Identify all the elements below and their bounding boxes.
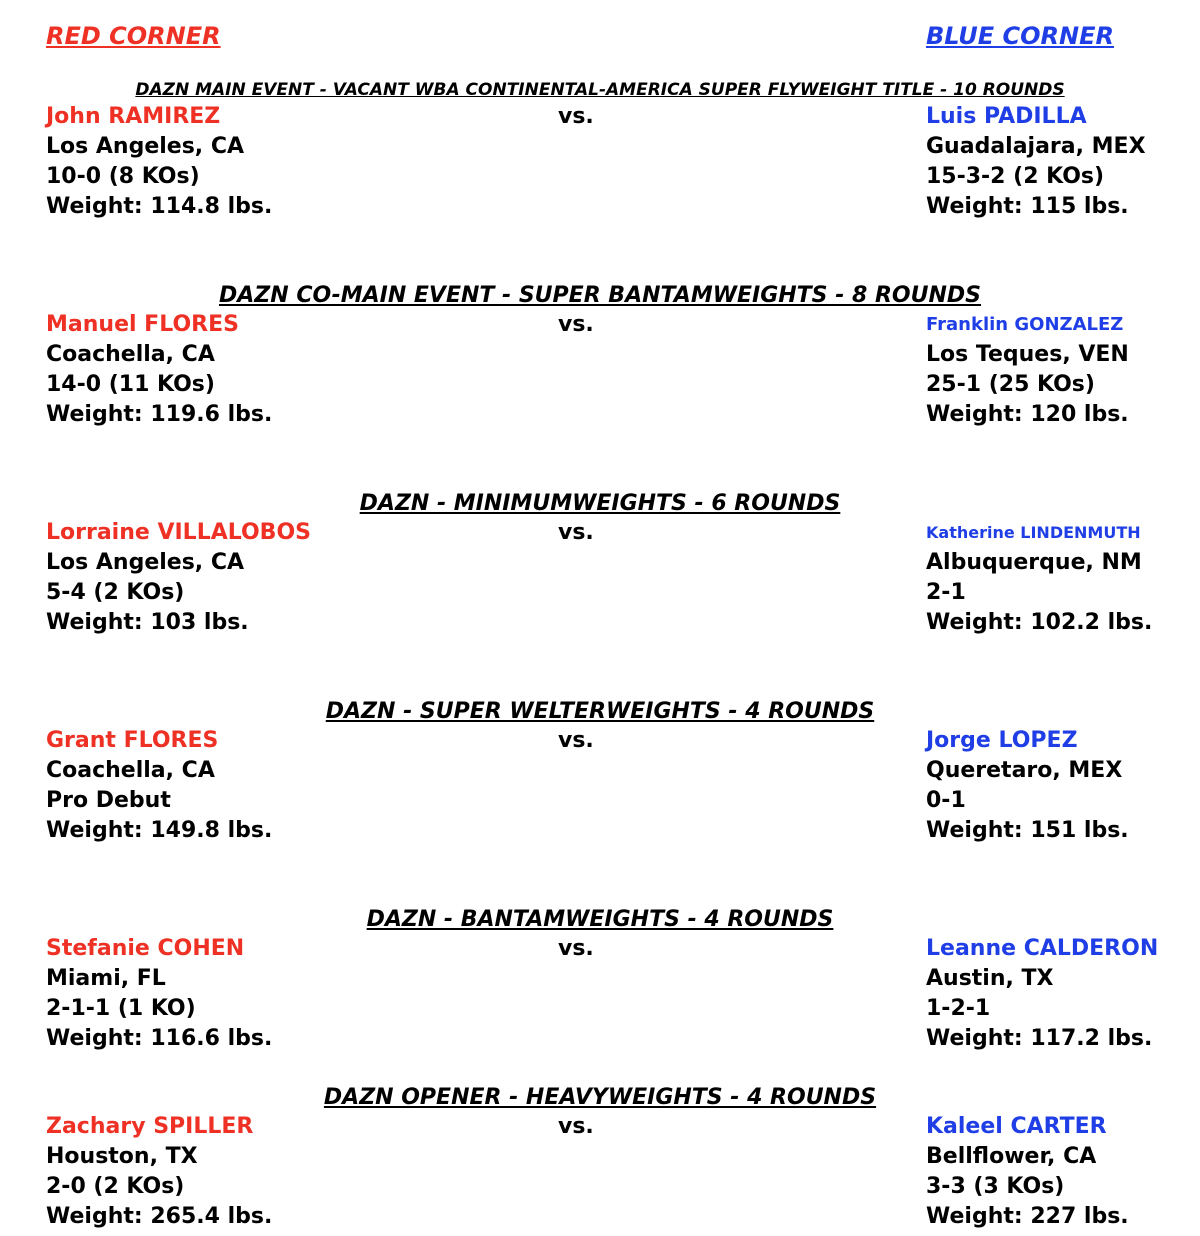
red-fighter-weight: Weight: 103 lbs. — [46, 610, 249, 635]
blue-fighter-record: 25-1 (25 KOs) — [926, 372, 1095, 397]
red-fighter-name: Stefanie COHEN — [46, 936, 245, 961]
vs-text: vs. — [558, 1114, 594, 1139]
bout-title: DAZN - BANTAMWEIGHTS - 4 ROUNDS — [366, 907, 834, 932]
vs-text: vs. — [558, 728, 594, 753]
vs-label — [558, 726, 594, 756]
red-fighter-record: 10-0 (8 KOs) — [46, 164, 200, 189]
red-fighter-weight: Weight: 116.6 lbs. — [46, 1026, 273, 1051]
bout-title: DAZN OPENER - HEAVYWEIGHTS - 4 ROUNDS — [323, 1085, 877, 1110]
blue-fighter-weight: Weight: 115 lbs. — [926, 194, 1129, 219]
blue-fighter-weight: Weight: 117.2 lbs. — [926, 1026, 1153, 1051]
blue-fighter-record: 1-2-1 — [926, 996, 991, 1021]
blue-fighter-weight: Weight: 120 lbs. — [926, 402, 1129, 427]
red-fighter-name: John RAMIREZ — [46, 104, 221, 129]
vs-text: vs. — [558, 520, 594, 545]
vs-label — [558, 310, 594, 340]
vs-label — [558, 102, 594, 132]
red-fighter — [46, 726, 272, 846]
vs-text: vs. — [558, 104, 594, 129]
red-corner-header: RED CORNER — [46, 22, 221, 50]
blue-fighter-hometown: Guadalajara, MEX — [926, 134, 1146, 159]
bout-title: DAZN - MINIMUMWEIGHTS - 6 ROUNDS — [359, 491, 841, 516]
red-fighter-weight: Weight: 265.4 lbs. — [46, 1204, 273, 1229]
blue-fighter-record: 3-3 (3 KOs) — [926, 1174, 1065, 1199]
red-fighter-name: Lorraine VILLALOBOS — [46, 520, 311, 545]
bout-title: DAZN CO-MAIN EVENT - SUPER BANTAMWEIGHTS - 8 ROUNDS — [219, 283, 981, 308]
red-fighter-name: Manuel FLORES — [46, 312, 239, 337]
red-fighter-record: 2-0 (2 KOs) — [46, 1174, 185, 1199]
blue-fighter-name: Leanne CALDERON — [926, 936, 1159, 961]
blue-fighter-hometown: Bellflower, CA — [926, 1144, 1097, 1169]
blue-fighter-weight: Weight: 102.2 lbs. — [926, 610, 1153, 635]
red-fighter-name: Zachary SPILLER — [46, 1114, 254, 1139]
blue-fighter-weight: Weight: 227 lbs. — [926, 1204, 1129, 1229]
red-fighter-hometown: Coachella, CA — [46, 342, 215, 367]
blue-fighter-record: 2-1 — [926, 580, 966, 605]
red-fighter-hometown: Miami, FL — [46, 966, 166, 991]
blue-fighter-hometown: Queretaro, MEX — [926, 758, 1123, 783]
red-fighter-record: 5-4 (2 KOs) — [46, 580, 185, 605]
red-fighter-weight: Weight: 149.8 lbs. — [46, 818, 273, 843]
bout-title: DAZN MAIN EVENT - VACANT WBA CONTINENTAL-AMERICA SUPER FLYWEIGHT TITLE - 10 ROUNDS — [135, 80, 1065, 100]
red-fighter-record: 14-0 (11 KOs) — [46, 372, 215, 397]
red-fighter — [46, 1112, 272, 1232]
red-fighter-weight: Weight: 119.6 lbs. — [46, 402, 273, 427]
vs-label — [558, 934, 594, 964]
blue-fighter-record: 15-3-2 (2 KOs) — [926, 164, 1105, 189]
blue-fighter-record: 0-1 — [926, 788, 966, 813]
blue-fighter-name: Jorge LOPEZ — [926, 728, 1078, 753]
red-fighter-hometown: Coachella, CA — [46, 758, 215, 783]
red-fighter-weight: Weight: 114.8 lbs. — [46, 194, 273, 219]
bout-title: DAZN - SUPER WELTERWEIGHTS - 4 ROUNDS — [325, 699, 875, 724]
red-fighter — [46, 102, 272, 222]
blue-fighter-name: Luis PADILLA — [926, 104, 1087, 129]
blue-fighter-name: Franklin GONZALEZ — [926, 314, 1124, 335]
vs-text: vs. — [558, 312, 594, 337]
blue-fighter-hometown: Austin, TX — [926, 966, 1054, 991]
blue-fighter — [926, 518, 1152, 638]
blue-fighter-hometown: Albuquerque, NM — [926, 550, 1142, 575]
vs-label — [558, 518, 594, 548]
red-fighter-hometown: Houston, TX — [46, 1144, 198, 1169]
blue-fighter — [926, 726, 1129, 846]
blue-fighter-name: Kaleel CARTER — [926, 1114, 1107, 1139]
blue-corner-header: BLUE CORNER — [926, 22, 1114, 50]
blue-fighter — [926, 102, 1146, 222]
blue-fighter-name: Katherine LINDENMUTH — [926, 523, 1141, 542]
vs-label — [558, 1112, 594, 1142]
vs-text: vs. — [558, 936, 594, 961]
red-fighter — [46, 310, 272, 430]
blue-fighter — [926, 934, 1158, 1054]
red-fighter-record: Pro Debut — [46, 788, 171, 813]
red-fighter-record: 2-1-1 (1 KO) — [46, 996, 196, 1021]
red-fighter — [46, 518, 311, 638]
red-fighter-hometown: Los Angeles, CA — [46, 550, 244, 575]
blue-fighter — [926, 1112, 1129, 1232]
red-fighter-hometown: Los Angeles, CA — [46, 134, 244, 159]
blue-fighter — [926, 310, 1129, 430]
blue-fighter-hometown: Los Teques, VEN — [926, 342, 1129, 367]
blue-fighter-weight: Weight: 151 lbs. — [926, 818, 1129, 843]
red-fighter — [46, 934, 272, 1054]
red-fighter-name: Grant FLORES — [46, 728, 219, 753]
